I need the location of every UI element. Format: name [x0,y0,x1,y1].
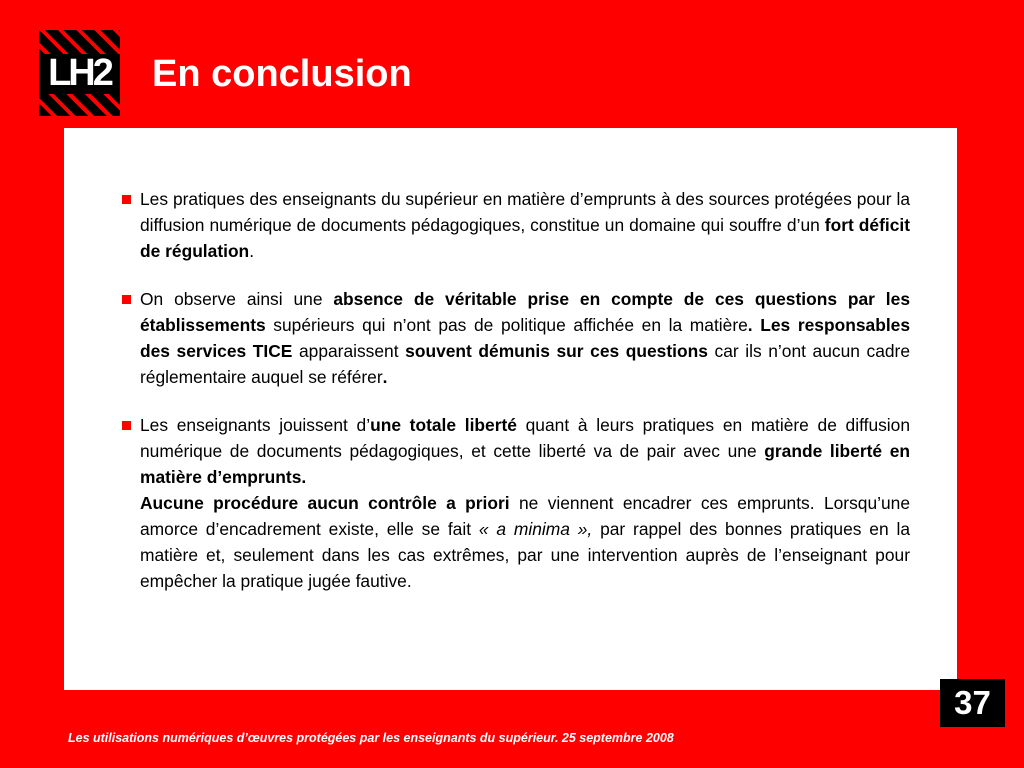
bullet-text [140,286,910,390]
text-run: ne viennent encadrer ces emprunts. Lorsqu’une amorce d’encadrement existe, elle se fait [140,493,910,539]
text-run: par rappel des bonnes pratiques en la matière et, seulement dans les cas extrêmes, par une intervention auprès de l’enseignant pour empêcher la pratique jugée fautive. [140,519,911,591]
bullet-item [120,412,910,594]
bold-text-run: souvent démunis sur ces questions [405,341,708,361]
text-run: apparaissent [292,341,406,361]
page-number: 37 [940,679,1005,727]
bullet-square-icon [122,195,131,204]
bullet-list [120,186,910,616]
content-panel [64,128,957,690]
bold-text-run: fort déficit de régulation [140,215,910,261]
logo-text: LH2 [48,52,111,94]
bold-text-run: une totale liberté [370,415,517,435]
text-run: Les enseignants jouissent d’ [140,415,371,435]
bold-text-run: absence de véritable prise en compte de ces questions par les établissements [140,289,910,335]
footer-text: Les utilisations numériques d’œuvres protégées par les enseignants du supérieur. 25 septembre 2008 [68,731,674,745]
text-run: . [249,241,255,261]
text-run: On observe ainsi une [140,289,334,309]
bullet-square-icon [122,421,131,430]
text-run: supérieurs qui n’ont pas de politique affichée en la matière [265,315,748,335]
bullet-item [120,186,910,264]
bullet-continuation-text [140,490,910,594]
lh2-logo [39,30,120,116]
text-run: car ils n’ont aucun cadre réglementaire auquel se référer [140,341,911,387]
text-run: Les pratiques des enseignants du supérieur en matière d’emprunts à des sources protégées pour la diffusion numérique de documents pédagogiques, constitue un domaine qui souffre d’un [140,189,910,235]
bullet-text [140,186,910,264]
bullet-square-icon [122,295,131,304]
bullet-text [140,412,910,490]
bold-text-run: . Les responsables des services TICE [140,315,910,361]
bullet-item [120,286,910,390]
bold-text-run: Aucune procédure aucun contrôle a priori [140,493,510,513]
text-run: quant à leurs pratiques en matière de diffusion numérique de documents pédagogiques, et cette liberté va de pair avec une [140,415,911,461]
bold-text-run: grande liberté en matière d’emprunts. [140,441,910,487]
slide-title: En conclusion [152,53,412,95]
italic-text-run: « a minima », [478,519,593,539]
bold-text-run: . [382,367,388,387]
